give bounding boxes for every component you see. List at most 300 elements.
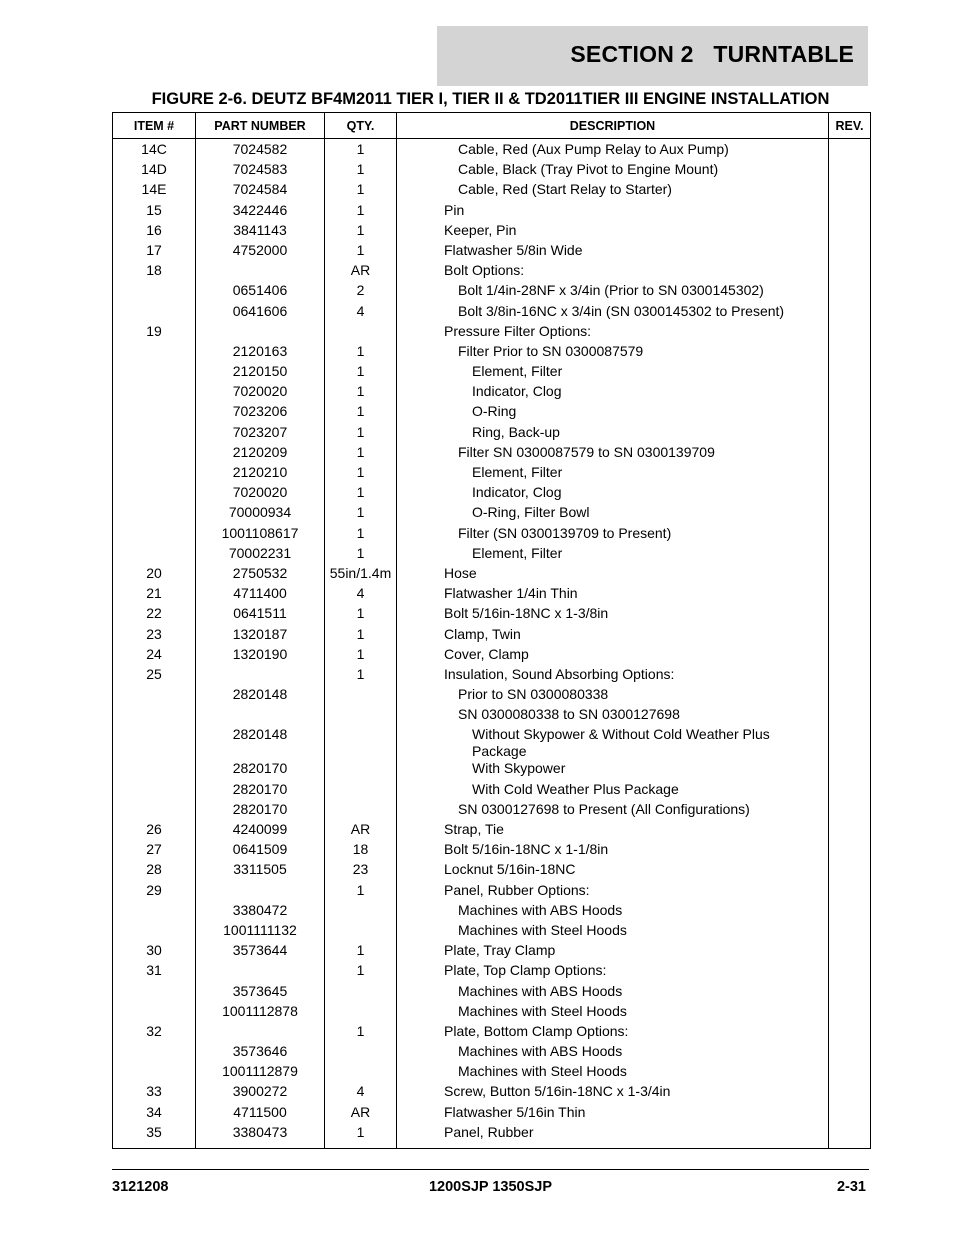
item-number-cell: 25	[113, 666, 196, 686]
part-number-cell: 3380473	[196, 1124, 325, 1149]
table-row	[113, 781, 871, 801]
part-number-cell: 0641509	[196, 841, 325, 861]
rev-cell	[829, 303, 871, 323]
table-row	[113, 343, 871, 363]
item-number-cell	[113, 545, 196, 565]
part-number-cell: 3380472	[196, 902, 325, 922]
part-number-cell: 2120163	[196, 343, 325, 363]
table-row	[113, 181, 871, 201]
rev-cell	[829, 444, 871, 464]
part-number-cell: 1001112878	[196, 1003, 325, 1023]
table-row	[113, 962, 871, 982]
description-cell: Cover, Clamp	[397, 646, 829, 666]
item-number-cell	[113, 282, 196, 302]
rev-cell	[829, 139, 871, 162]
item-number-cell	[113, 484, 196, 504]
qty-cell	[325, 726, 397, 760]
part-number-cell: 2820148	[196, 686, 325, 706]
qty-cell: 1	[325, 424, 397, 444]
table-row	[113, 545, 871, 565]
item-number-cell	[113, 801, 196, 821]
rev-cell	[829, 242, 871, 262]
table-row	[113, 484, 871, 504]
description-cell: Flatwasher 1/4in Thin	[397, 585, 829, 605]
item-number-cell: 35	[113, 1124, 196, 1149]
description-cell: SN 0300127698 to Present (All Configurations)	[397, 801, 829, 821]
part-number-cell	[196, 1023, 325, 1043]
part-number-cell: 7023207	[196, 424, 325, 444]
table-row	[113, 760, 871, 780]
item-number-cell: 14D	[113, 161, 196, 181]
item-number-cell	[113, 424, 196, 444]
item-number-cell	[113, 983, 196, 1003]
description-cell: Plate, Tray Clamp	[397, 942, 829, 962]
table-row	[113, 363, 871, 383]
description-cell: With Cold Weather Plus Package	[397, 781, 829, 801]
table-row	[113, 1003, 871, 1023]
part-number-cell: 2820170	[196, 760, 325, 780]
qty-cell: 1	[325, 942, 397, 962]
part-number-cell	[196, 962, 325, 982]
qty-cell: 18	[325, 841, 397, 861]
rev-cell	[829, 781, 871, 801]
rev-cell	[829, 983, 871, 1003]
rev-cell	[829, 585, 871, 605]
qty-cell: 1	[325, 464, 397, 484]
qty-cell: 1	[325, 383, 397, 403]
rev-cell	[829, 626, 871, 646]
item-number-cell: 26	[113, 821, 196, 841]
part-number-cell: 2820148	[196, 726, 325, 760]
description-cell: Ring, Back-up	[397, 424, 829, 444]
qty-cell: 1	[325, 484, 397, 504]
qty-cell	[325, 902, 397, 922]
qty-cell: 1	[325, 444, 397, 464]
part-number-cell: 4711400	[196, 585, 325, 605]
rev-cell	[829, 882, 871, 902]
qty-cell: AR	[325, 1104, 397, 1124]
rev-cell	[829, 1003, 871, 1023]
table-row	[113, 1043, 871, 1063]
rev-cell	[829, 922, 871, 942]
table-row	[113, 424, 871, 444]
part-number-cell: 2820170	[196, 781, 325, 801]
part-number-cell	[196, 706, 325, 726]
table-row	[113, 139, 871, 162]
part-number-cell: 4240099	[196, 821, 325, 841]
item-number-cell: 33	[113, 1083, 196, 1103]
qty-cell: 1	[325, 646, 397, 666]
item-number-cell	[113, 902, 196, 922]
table-row	[113, 444, 871, 464]
part-number-cell: 0641606	[196, 303, 325, 323]
description-cell: Indicator, Clog	[397, 383, 829, 403]
item-number-cell: 24	[113, 646, 196, 666]
qty-cell: 1	[325, 504, 397, 524]
description-cell: Clamp, Twin	[397, 626, 829, 646]
table-row	[113, 504, 871, 524]
table-row	[113, 922, 871, 942]
description-cell: Cable, Red (Aux Pump Relay to Aux Pump)	[397, 139, 829, 162]
qty-cell: 23	[325, 861, 397, 881]
item-number-cell	[113, 1043, 196, 1063]
table-row	[113, 841, 871, 861]
table-row	[113, 801, 871, 821]
table-row	[113, 605, 871, 625]
description-cell: Bolt 5/16in-18NC x 1-1/8in	[397, 841, 829, 861]
footer-models: 1200SJP 1350SJP	[428, 1179, 553, 1195]
table-row	[113, 303, 871, 323]
table-row	[113, 646, 871, 666]
item-number-cell: 19	[113, 323, 196, 343]
figure-title: FIGURE 2-6. DEUTZ BF4M2011 TIER I, TIER II & TD2011TIER III ENGINE INSTALLATION	[151, 90, 830, 108]
parts-table-body	[113, 139, 871, 1149]
part-number-cell: 2120210	[196, 464, 325, 484]
qty-cell	[325, 801, 397, 821]
rev-cell	[829, 760, 871, 780]
qty-cell: 1	[325, 139, 397, 162]
description-cell: Machines with Steel Hoods	[397, 1003, 829, 1023]
part-number-cell: 1001108617	[196, 525, 325, 545]
item-number-cell: 20	[113, 565, 196, 585]
table-row	[113, 686, 871, 706]
item-number-cell: 15	[113, 202, 196, 222]
part-number-cell	[196, 262, 325, 282]
rev-cell	[829, 403, 871, 423]
table-row	[113, 1023, 871, 1043]
part-number-cell: 2120209	[196, 444, 325, 464]
rev-cell	[829, 484, 871, 504]
column-header-description: DESCRIPTION	[397, 113, 829, 139]
description-cell: Element, Filter	[397, 464, 829, 484]
part-number-cell: 2120150	[196, 363, 325, 383]
table-row	[113, 565, 871, 585]
item-number-cell: 23	[113, 626, 196, 646]
table-row	[113, 882, 871, 902]
part-number-cell: 1001111132	[196, 922, 325, 942]
description-cell: Bolt 1/4in-28NF x 3/4in (Prior to SN 0300145302)	[397, 282, 829, 302]
qty-cell: 1	[325, 242, 397, 262]
qty-cell: 1	[325, 343, 397, 363]
qty-cell	[325, 922, 397, 942]
item-number-cell	[113, 781, 196, 801]
rev-cell	[829, 942, 871, 962]
qty-cell: 4	[325, 585, 397, 605]
description-cell: Locknut 5/16in-18NC	[397, 861, 829, 881]
description-cell: Prior to SN 0300080338	[397, 686, 829, 706]
rev-cell	[829, 383, 871, 403]
qty-cell: 1	[325, 525, 397, 545]
qty-cell: 1	[325, 1124, 397, 1149]
description-cell: Filter SN 0300087579 to SN 0300139709	[397, 444, 829, 464]
qty-cell: 1	[325, 545, 397, 565]
rev-cell	[829, 801, 871, 821]
description-cell: Flatwasher 5/8in Wide	[397, 242, 829, 262]
part-number-cell: 3422446	[196, 202, 325, 222]
qty-cell: 1	[325, 363, 397, 383]
rev-cell	[829, 902, 871, 922]
description-cell: Keeper, Pin	[397, 222, 829, 242]
qty-cell	[325, 323, 397, 343]
rev-cell	[829, 1063, 871, 1083]
table-row	[113, 1083, 871, 1103]
description-cell: Panel, Rubber	[397, 1124, 829, 1149]
qty-cell	[325, 1063, 397, 1083]
item-number-cell: 18	[113, 262, 196, 282]
qty-cell: 1	[325, 962, 397, 982]
rev-cell	[829, 565, 871, 585]
qty-cell	[325, 1003, 397, 1023]
table-row	[113, 942, 871, 962]
rev-cell	[829, 464, 871, 484]
description-cell: Bolt Options:	[397, 262, 829, 282]
rev-cell	[829, 962, 871, 982]
qty-cell	[325, 983, 397, 1003]
item-number-cell: 22	[113, 605, 196, 625]
table-row	[113, 202, 871, 222]
item-number-cell: 14E	[113, 181, 196, 201]
item-number-cell	[113, 504, 196, 524]
part-number-cell: 3900272	[196, 1083, 325, 1103]
part-number-cell: 7024582	[196, 139, 325, 162]
rev-cell	[829, 525, 871, 545]
column-header-item: ITEM #	[113, 113, 196, 139]
part-number-cell: 1320187	[196, 626, 325, 646]
part-number-cell	[196, 666, 325, 686]
rev-cell	[829, 424, 871, 444]
qty-cell: 1	[325, 1023, 397, 1043]
part-number-cell: 3841143	[196, 222, 325, 242]
rev-cell	[829, 262, 871, 282]
table-row	[113, 1104, 871, 1124]
qty-cell: 1	[325, 202, 397, 222]
rev-cell	[829, 861, 871, 881]
qty-cell	[325, 781, 397, 801]
item-number-cell: 32	[113, 1023, 196, 1043]
description-cell: With Skypower	[397, 760, 829, 780]
part-number-cell: 0641511	[196, 605, 325, 625]
table-row	[113, 262, 871, 282]
part-number-cell: 1320190	[196, 646, 325, 666]
table-row	[113, 161, 871, 181]
item-number-cell	[113, 303, 196, 323]
part-number-cell: 7024583	[196, 161, 325, 181]
part-number-cell: 0651406	[196, 282, 325, 302]
description-cell: Insulation, Sound Absorbing Options:	[397, 666, 829, 686]
column-header-part-number: PART NUMBER	[196, 113, 325, 139]
column-header-qty: QTY.	[325, 113, 397, 139]
description-cell: Panel, Rubber Options:	[397, 882, 829, 902]
table-row	[113, 902, 871, 922]
table-row	[113, 383, 871, 403]
table-row	[113, 282, 871, 302]
qty-cell: 1	[325, 626, 397, 646]
rev-cell	[829, 282, 871, 302]
part-number-cell: 3573644	[196, 942, 325, 962]
rev-cell	[829, 504, 871, 524]
table-row	[113, 464, 871, 484]
item-number-cell	[113, 464, 196, 484]
item-number-cell	[113, 444, 196, 464]
rev-cell	[829, 343, 871, 363]
rev-cell	[829, 161, 871, 181]
item-number-cell	[113, 343, 196, 363]
table-row	[113, 323, 871, 343]
qty-cell	[325, 760, 397, 780]
part-number-cell: 7024584	[196, 181, 325, 201]
rev-cell	[829, 1043, 871, 1063]
item-number-cell: 14C	[113, 139, 196, 162]
item-number-cell	[113, 1003, 196, 1023]
table-header-row	[113, 113, 871, 139]
table-row	[113, 403, 871, 423]
description-cell: Machines with ABS Hoods	[397, 983, 829, 1003]
qty-cell: 4	[325, 1083, 397, 1103]
footer-doc-number: 3121208	[112, 1179, 169, 1195]
part-number-cell: 7023206	[196, 403, 325, 423]
item-number-cell: 16	[113, 222, 196, 242]
section-banner	[437, 26, 868, 86]
item-number-cell	[113, 686, 196, 706]
description-cell: Pin	[397, 202, 829, 222]
item-number-cell: 21	[113, 585, 196, 605]
rev-cell	[829, 605, 871, 625]
item-number-cell	[113, 363, 196, 383]
description-cell: Filter Prior to SN 0300087579	[397, 343, 829, 363]
item-number-cell: 31	[113, 962, 196, 982]
part-number-cell: 2820170	[196, 801, 325, 821]
part-number-cell: 4711500	[196, 1104, 325, 1124]
qty-cell: 4	[325, 303, 397, 323]
description-cell: Filter (SN 0300139709 to Present)	[397, 525, 829, 545]
part-number-cell: 2750532	[196, 565, 325, 585]
table-row	[113, 666, 871, 686]
description-cell: O-Ring	[397, 403, 829, 423]
description-cell: Element, Filter	[397, 545, 829, 565]
table-row	[113, 1063, 871, 1083]
table-row	[113, 861, 871, 881]
description-cell: Bolt 3/8in-16NC x 3/4in (SN 0300145302 to Present)	[397, 303, 829, 323]
description-cell: Machines with ABS Hoods	[397, 902, 829, 922]
description-cell: Plate, Bottom Clamp Options:	[397, 1023, 829, 1043]
rev-cell	[829, 686, 871, 706]
description-cell: Cable, Red (Start Relay to Starter)	[397, 181, 829, 201]
rev-cell	[829, 726, 871, 760]
table-row	[113, 525, 871, 545]
description-cell: Pressure Filter Options:	[397, 323, 829, 343]
table-row	[113, 726, 871, 760]
description-cell: Screw, Button 5/16in-18NC x 1-3/4in	[397, 1083, 829, 1103]
part-number-cell: 7020020	[196, 484, 325, 504]
footer-page-number: 2-31	[836, 1179, 866, 1195]
item-number-cell: 34	[113, 1104, 196, 1124]
part-number-cell: 7020020	[196, 383, 325, 403]
rev-cell	[829, 666, 871, 686]
item-number-cell: 27	[113, 841, 196, 861]
part-number-cell	[196, 882, 325, 902]
qty-cell: 1	[325, 666, 397, 686]
rev-cell	[829, 1124, 871, 1149]
item-number-cell: 17	[113, 242, 196, 262]
qty-cell: AR	[325, 821, 397, 841]
part-number-cell: 70000934	[196, 504, 325, 524]
rev-cell	[829, 222, 871, 242]
qty-cell: 1	[325, 605, 397, 625]
part-number-cell: 3311505	[196, 861, 325, 881]
rev-cell	[829, 323, 871, 343]
description-cell: Indicator, Clog	[397, 484, 829, 504]
item-number-cell: 28	[113, 861, 196, 881]
item-number-cell	[113, 383, 196, 403]
description-cell: Machines with ABS Hoods	[397, 1043, 829, 1063]
rev-cell	[829, 646, 871, 666]
item-number-cell	[113, 525, 196, 545]
rev-cell	[829, 841, 871, 861]
description-cell: Element, Filter	[397, 363, 829, 383]
item-number-cell	[113, 760, 196, 780]
item-number-cell: 30	[113, 942, 196, 962]
description-cell: O-Ring, Filter Bowl	[397, 504, 829, 524]
parts-table	[112, 112, 871, 1149]
qty-cell: 1	[325, 222, 397, 242]
part-number-cell: 3573645	[196, 983, 325, 1003]
qty-cell: 1	[325, 161, 397, 181]
description-cell: Machines with Steel Hoods	[397, 1063, 829, 1083]
table-row	[113, 821, 871, 841]
rev-cell	[829, 1083, 871, 1103]
qty-cell: 1	[325, 181, 397, 201]
item-number-cell	[113, 922, 196, 942]
qty-cell: 2	[325, 282, 397, 302]
description-cell: Plate, Top Clamp Options:	[397, 962, 829, 982]
qty-cell	[325, 686, 397, 706]
description-cell: Without Skypower & Without Cold Weather Plus Package	[397, 726, 829, 760]
description-cell: Machines with Steel Hoods	[397, 922, 829, 942]
item-number-cell	[113, 706, 196, 726]
table-row	[113, 706, 871, 726]
rev-cell	[829, 545, 871, 565]
qty-cell: 55in/1.4m	[325, 565, 397, 585]
rev-cell	[829, 706, 871, 726]
item-number-cell: 29	[113, 882, 196, 902]
table-row	[113, 1124, 871, 1149]
qty-cell: 1	[325, 882, 397, 902]
rev-cell	[829, 181, 871, 201]
table-row	[113, 242, 871, 262]
part-number-cell	[196, 323, 325, 343]
item-number-cell	[113, 1063, 196, 1083]
qty-cell: AR	[325, 262, 397, 282]
qty-cell: 1	[325, 403, 397, 423]
rev-cell	[829, 202, 871, 222]
rev-cell	[829, 363, 871, 383]
section-title: SECTION 2 TURNTABLE	[570, 41, 854, 67]
qty-cell	[325, 706, 397, 726]
part-number-cell: 3573646	[196, 1043, 325, 1063]
table-row	[113, 222, 871, 242]
description-cell: Flatwasher 5/16in Thin	[397, 1104, 829, 1124]
description-cell: Bolt 5/16in-18NC x 1-3/8in	[397, 605, 829, 625]
table-row	[113, 585, 871, 605]
part-number-cell: 70002231	[196, 545, 325, 565]
table-row	[113, 983, 871, 1003]
column-header-rev: REV.	[829, 113, 871, 139]
part-number-cell: 4752000	[196, 242, 325, 262]
description-cell: SN 0300080338 to SN 0300127698	[397, 706, 829, 726]
rev-cell	[829, 821, 871, 841]
table-row	[113, 626, 871, 646]
part-number-cell: 1001112879	[196, 1063, 325, 1083]
